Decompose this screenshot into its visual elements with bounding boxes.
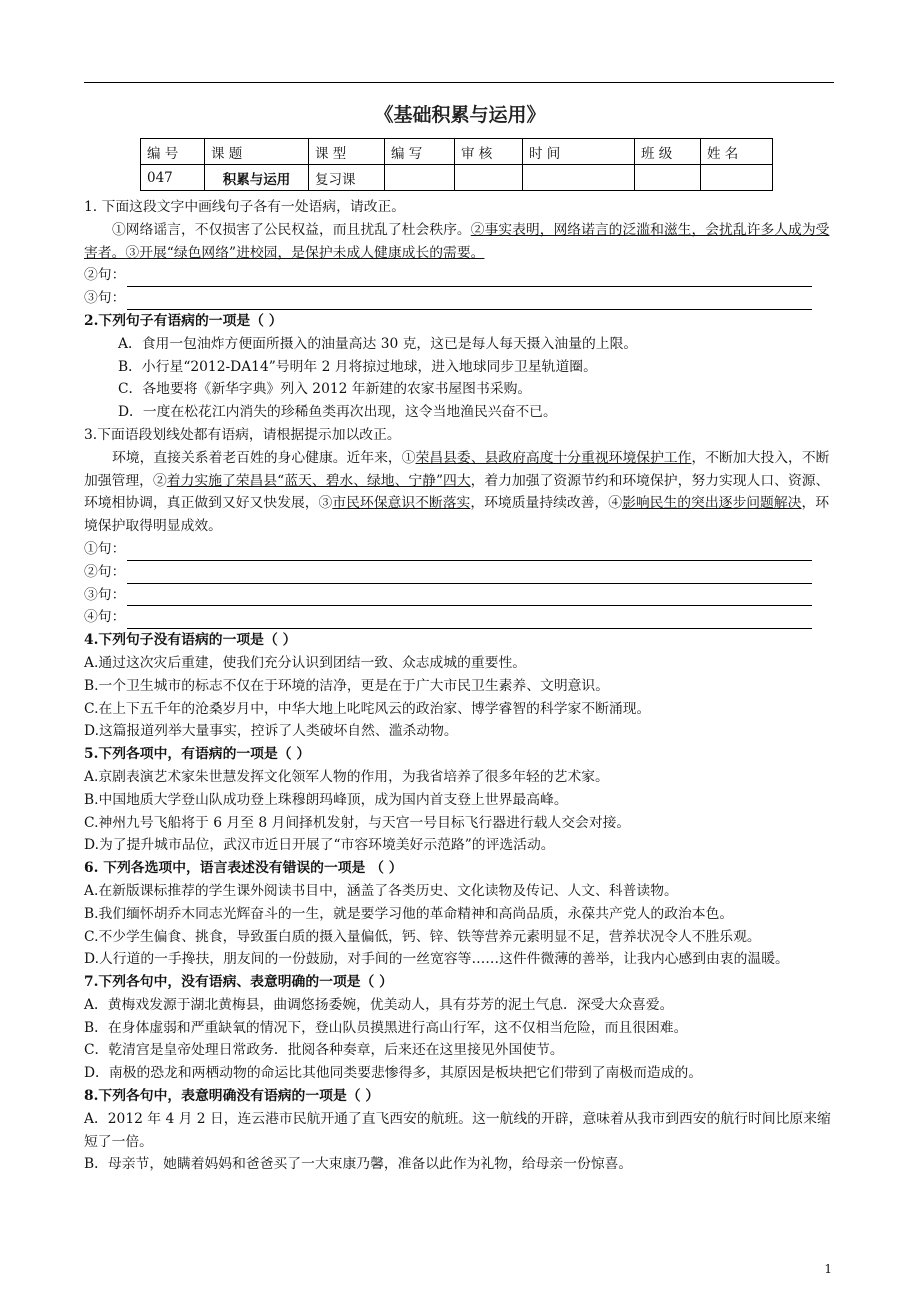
option: D．南极的恐龙和两栖动物的命运比其他同类要悲惨得多，其原因是板块把它们带到了南极而造成的。 (84, 1065, 703, 1082)
table-cell (635, 165, 701, 191)
table-cell: 复习课 (309, 165, 385, 191)
option: A.京剧表演艺术家朱世慧发挥文化领军人物的作用，为我省培养了很多年轻的艺术家。 (84, 768, 609, 785)
answer-label: ④句： (84, 609, 126, 626)
emphasis: 没有错误 (254, 860, 311, 877)
option: C.不少学生偏食、挑食，导致蛋白质的摄入量偏低，钙、锌、铁等营养元素明显不足，营养状况令人不胜乐观。 (84, 928, 761, 945)
question-stem: 2.下列句子有语病的一项是（ ） (84, 312, 283, 329)
option: A．2012 年 4 月 2 日，连云港市民航开通了直飞西安的航班。这一航线的开辟，意味着从我市到西安的航行时间比原来缩短了一倍。 (84, 1110, 831, 1150)
question-stem: 7.下列各句中，没有语病、表意明确的一项是（ ） (84, 974, 393, 991)
option: C．乾清宫是皇帝处理日常政务．批阅各种奏章，后来还在这里接见外国使节。 (84, 1042, 564, 1059)
option: B.中国地质大学登山队成功登上珠穆朗玛峰顶，成为国内首支登上世界最高峰。 (84, 791, 568, 808)
option: A.在新版课标推荐的学生课外阅读书目中，涵盖了各类历史、文化读物及传记、人文、科普读物。 (84, 882, 678, 899)
passage (84, 219, 836, 265)
info-table (140, 138, 773, 191)
table-cell (701, 165, 773, 191)
answer-label: ③句： (84, 290, 126, 307)
table-header-cell: 班 级 (635, 139, 701, 165)
underlined-sentence: ③开展“绿色网络”进校园，是保护未成人健康成长的需要。 (125, 244, 485, 261)
table-row (141, 165, 773, 191)
option: B．小行星“2012-DA14”号明年 2 月将掠过地球，进入地球同步卫星轨道圈。 (118, 358, 597, 375)
question-stem: 6. 下列各选项中，语言表述没有错误的一项是 （ ） (84, 860, 403, 877)
option: B．母亲节，她瞒着妈妈和爸爸买了一大束康乃馨，准备以此作为礼物，给母亲一份惊喜。 (84, 1156, 633, 1173)
option: A．黄梅戏发源于湖北黄梅县，曲调悠扬委婉，优美动人，具有芬芳的泥土气息．深受大众喜爱。 (84, 996, 674, 1013)
option: B．在身体虚弱和严重缺氧的情况下，登山队员摸黑进行高山行军，这不仅相当危险，而且很困难。 (84, 1019, 688, 1036)
sentence: ①网络谣言，不仅损害了公民权益，而且扰乱了杜会秩序。 (112, 221, 471, 238)
answer-label: ③句： (84, 586, 126, 603)
table-header-cell: 课 型 (309, 139, 385, 165)
answer-label: ②句： (84, 563, 126, 580)
worksheet-content (84, 196, 836, 1176)
table-header-cell: 审 核 (455, 139, 523, 165)
option: D.人行道的一手搀扶，朋友间的一份鼓励，对手间的一丝宽容等……这件件微薄的善举，让我内心感到由衷的温暖。 (84, 951, 789, 968)
option: C.神州九号飞船将于 6 月至 8 月间择机发射，与天宫一号目标飞行器进行载人交会对接。 (84, 814, 631, 831)
underlined-sentence: ②事实表明，网络诺言的泛滥和滋生，会扰乱许多人成为受害者。 (84, 221, 830, 261)
question-stem: 3.下面语段划线处都有语病，请根据提示加以改正。 (84, 426, 401, 443)
question-stem: 8.下列各句中，表意明确没有语病的一项是（ ） (84, 1088, 380, 1105)
underlined-phrase: 着力实施了荣昌县“蓝天、碧水、绿地、宁静”四大 (166, 472, 471, 489)
underlined-phrase: 荣昌县委、县政府高度十分重视环境保护工作 (415, 449, 692, 466)
option: C.在上下五千年的沧桑岁月中，中华大地上叱咤风云的政治家、博学睿智的科学家不断涌现。 (84, 700, 651, 717)
header-rule (84, 82, 834, 83)
table-header-cell: 时 间 (523, 139, 635, 165)
option: B.我们缅怀胡乔木同志光辉奋斗的一生，就是要学习他的革命精神和高尚品质，永葆共产党人的政治本色。 (84, 905, 734, 922)
passage: 环境，直接关系着老百姓的身心健康。近年来，①荣昌县委、县政府高度十分重视环境保护工作，不断加大投入，不断加强管理，②着力实施了荣昌县“蓝天、碧水、绿地、宁静”四大，着力加强了资源节约和环境保护，努力实现人口、资源、环境相协调，真正做到又好又快发展，③市民环保意识不断落实，环境质量持续改善，④影响民生的突出逐步问题解决，环境保护取得明显成效。 (84, 449, 830, 535)
page-number: 1 (824, 1262, 832, 1276)
answer-label: ②句： (84, 267, 126, 284)
answer-line[interactable] (84, 561, 836, 584)
answer-line[interactable] (84, 264, 836, 287)
page-title: 《基础积累与运用》 (374, 104, 546, 126)
underlined-phrase: 影响民生的突出逐步问题解决 (622, 495, 802, 512)
option: D．一度在松花江内消失的珍稀鱼类再次出现，这令当地渔民兴奋不已。 (118, 404, 557, 421)
table-header-cell: 姓 名 (701, 139, 773, 165)
table-header-cell: 编 号 (141, 139, 205, 165)
table-cell (523, 165, 635, 191)
answer-label: ①句： (84, 540, 126, 557)
underlined-phrase: 市民环保意识不断落实 (332, 495, 471, 512)
table-cell: 047 (141, 165, 205, 191)
option: C．各地要将《新华字典》列入 2012 年新建的农家书屋图书采购。 (118, 381, 532, 398)
option: A.通过这次灾后重建，使我们充分认识到团结一致、众志成城的重要性。 (84, 654, 527, 671)
answer-line[interactable] (84, 606, 836, 629)
table-header-cell: 课 题 (205, 139, 309, 165)
table-header-row (141, 139, 773, 165)
answer-line[interactable] (84, 584, 836, 607)
option: D.为了提升城市品位，武汉市近日开展了“市容环境美好示范路”的评选活动。 (84, 837, 555, 854)
option: B.一个卫生城市的标志不仅在于环境的洁净，更是在于广大市民卫生素养、文明意识。 (84, 677, 610, 694)
table-header-cell: 编 写 (385, 139, 455, 165)
table-cell (455, 165, 523, 191)
option: D.这篇报道列举大量事实，控诉了人类破坏自然、滥杀动物。 (84, 723, 458, 740)
answer-line[interactable] (84, 538, 836, 561)
question-stem: 4.下列句子没有语病的一项是（ ） (84, 632, 297, 649)
table-cell (385, 165, 455, 191)
answer-line[interactable] (84, 287, 836, 310)
table-cell: 积累与运用 (205, 165, 309, 191)
question-stem: 5.下列各项中，有语病的一项是（ ） (84, 746, 311, 763)
option: A．食用一包油炸方便面所摄入的油量高达 30 克，这已是每人每天摄入油量的上限。 (118, 335, 638, 352)
question-stem: 1. 下面这段文字中画线句子各有一处语病，请改正。 (84, 199, 406, 215)
